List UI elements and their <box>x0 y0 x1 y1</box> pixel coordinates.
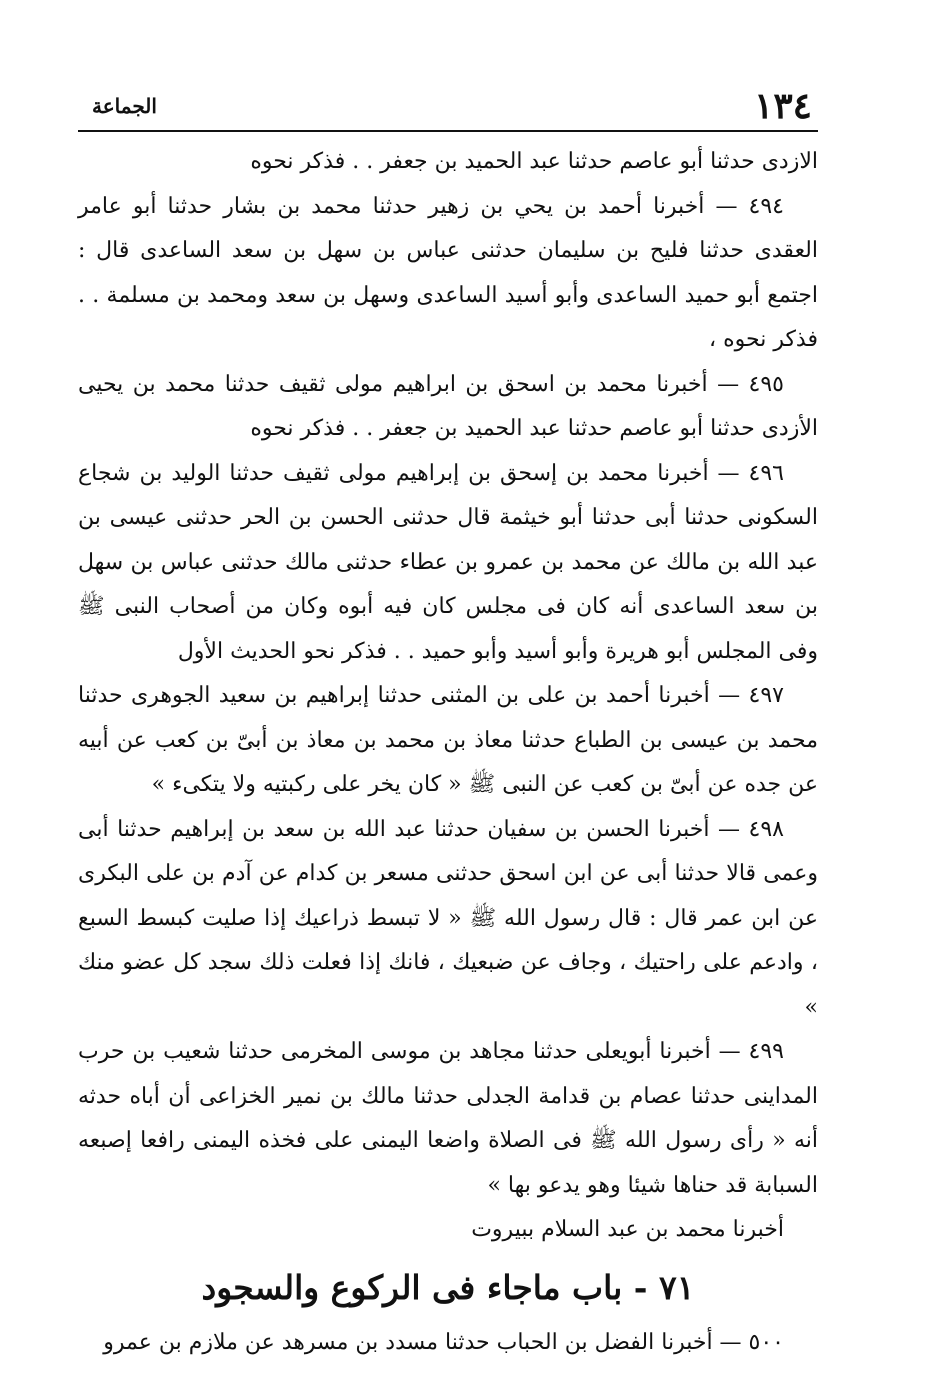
hadith-496: ٤٩٦ — أخبرنا محمد بن إسحق بن إبراهيم مولى ثقيف حدثنا الوليد بن شجاع السكونى حدثنا أبى حدثنا أبو خيثمة قال حدثنى الحسن بن الحر حدثنى عيسى بن عبد الله بن مالك عن محمد بن عمرو بن عطاء حدثنى مالك حدثنى عباس بن سهل بن سعد الساعدى أنه كان فى مجلس كان فيه أبوه وكان من أصحاب النبى ﷺ وفى المجلس أبو هريرة وأبو أسيد وأبو حميد . . فذكر نحو الحديث الأول <box>78 460 818 664</box>
page-number: ١٣٤ <box>753 85 812 127</box>
hadith-495: ٤٩٥ — أخبرنا محمد بن اسحق بن ابراهيم مولى ثقيف حدثنا محمد بن يحيى الأزدى حدثنا أبو عاصم حدثنا عبد الحميد بن جعفر . . فذكر نحوه <box>78 371 818 441</box>
page-body <box>78 140 818 1365</box>
book-page <box>78 82 818 1355</box>
paragraph-continuation: الازدى حدثنا أبو عاصم حدثنا عبد الحميد بن جعفر . . فذكر نحوه <box>250 149 818 174</box>
hadith-499: ٤٩٩ — أخبرنا أبويعلى حدثنا مجاهد بن موسى المخرمى حدثنا شعيب بن حرب المداينى حدثنا عصام بن قدامة الجدلى حدثنا مالك بن نمير الخزاعى أن أباه حدثه أنه « رأى رسول الله ﷺ فى الصلاة واضعا اليمنى على فخذه اليمنى رافعا إصبعه السبابة قد حناها شيئا وهو يدعو بها » <box>78 1039 818 1198</box>
page-header <box>78 82 818 132</box>
hadith-494: ٤٩٤ — أخبرنا أحمد بن يحي بن زهير حدثنا محمد بن بشار حدثنا أبو عامر العقدى حدثنا فليح بن سليمان حدثنى عباس بن سهل بن سعد الساعدى قال : اجتمع أبو حميد الساعدى وأبو أسيد الساعدى وسهل بن سعد ومحمد بن مسلمة . . فذكر نحوه ، <box>78 193 818 352</box>
hadith-500: ٥٠٠ — أخبرنا الفضل بن الحباب حدثنا مسدد بن مسرهد عن ملازم بن عمرو <box>103 1329 784 1355</box>
running-title: الجماعة <box>92 94 157 118</box>
narration-note: أخبرنا محمد بن عبد السلام ببيروت <box>471 1217 784 1242</box>
section-title: ٧١ - باب ماجاء فى الركوع والسجود <box>201 1267 695 1307</box>
hadith-497: ٤٩٧ — أخبرنا أحمد بن على بن المثنى حدثنا إبراهيم بن سعيد الجوهرى حدثنا محمد بن عيسى بن الطباع حدثنا معاذ بن محمد بن معاذ بن أبىّ بن كعب عن أبيه عن جده عن أبىّ بن كعب عن النبى ﷺ « كان يخر على ركبتيه ولا يتكىء » <box>78 683 818 797</box>
hadith-498: ٤٩٨ — أخبرنا الحسن بن سفيان حدثنا عبد الله بن سعد بن إبراهيم حدثنا أبى وعمى قالا حدثنا أبى عن ابن اسحق حدثنى مسعر بن كدام عن آدم بن على البكرى عن ابن عمر قال : قال رسول الله ﷺ « لا تبسط ذراعيك إذا صليت كبسط السبع ، وادعم على راحتيك ، وجاف عن ضبعيك ، فانك إذا فعلت ذلك سجد كل عضو منك » <box>78 816 818 1020</box>
